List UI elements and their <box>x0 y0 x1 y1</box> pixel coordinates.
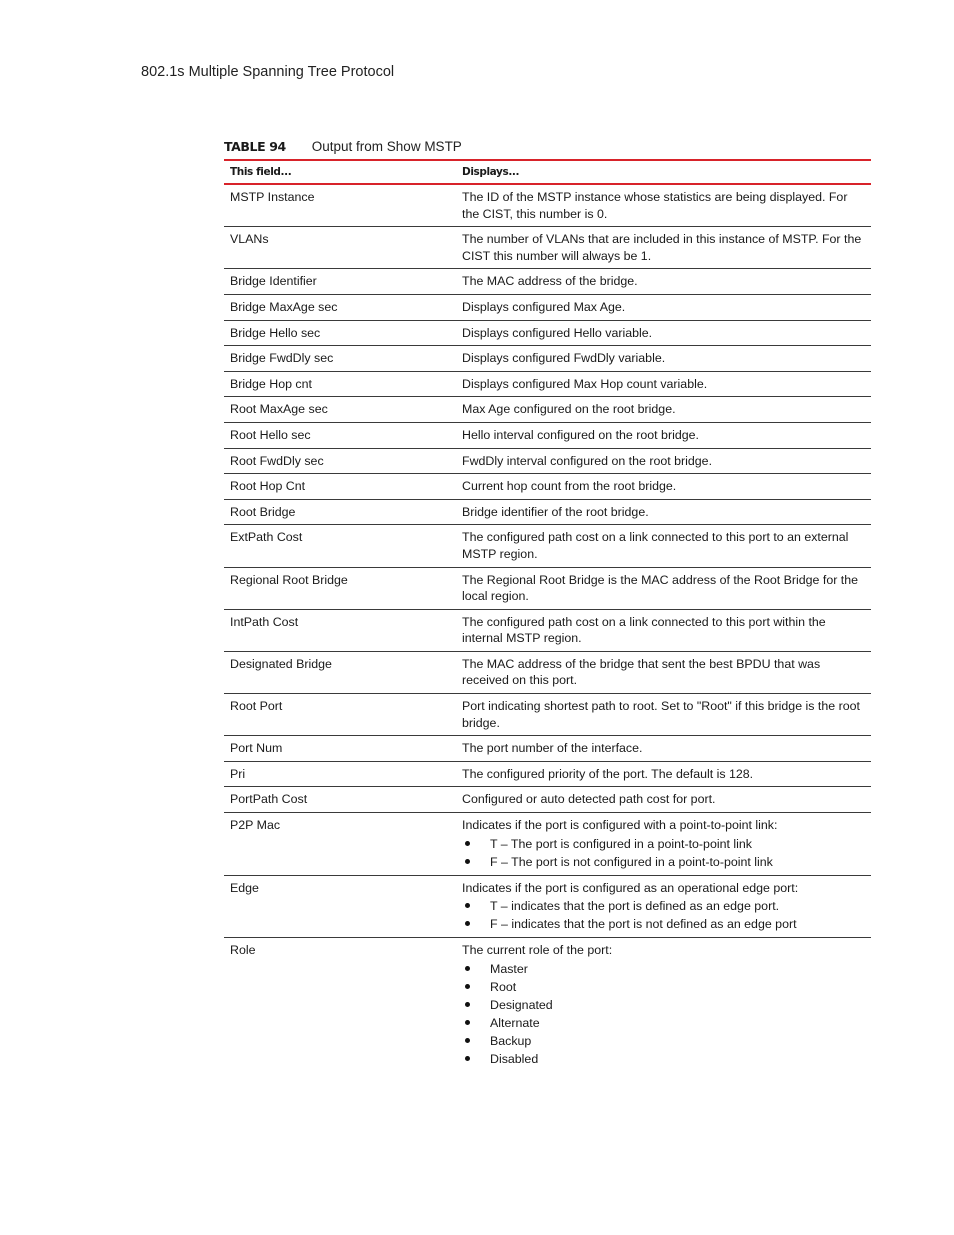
field-name-cell: Root Hop Cnt <box>230 479 306 494</box>
field-description-cell <box>456 350 871 367</box>
table-row <box>224 787 871 813</box>
table-row <box>224 938 871 1072</box>
field-description-cell <box>456 273 871 290</box>
table-row <box>224 397 871 423</box>
table-row <box>224 321 871 347</box>
field-name-cell: Pri <box>230 766 246 781</box>
description-text: FwdDly interval configured on the root bridge. <box>462 453 713 468</box>
field-name-cell: Root FwdDly sec <box>230 453 324 468</box>
field-description-cell <box>456 614 871 647</box>
description-text: Configured or auto detected path cost for port. <box>462 792 716 807</box>
bullet-list <box>462 960 865 1068</box>
description-text: The Regional Root Bridge is the MAC address of the Root Bridge for the local region. <box>462 572 859 604</box>
description-text: Displays configured FwdDly variable. <box>462 351 666 366</box>
table-caption <box>224 139 462 154</box>
field-name-cell: Designated Bridge <box>230 656 332 671</box>
bullet-text: Alternate <box>490 1015 540 1030</box>
field-name-cell: Edge <box>230 880 259 895</box>
description-text: Displays configured Max Hop count variable. <box>462 376 708 391</box>
field-description-cell <box>456 656 871 689</box>
bullet-icon <box>465 903 470 908</box>
bullet-icon <box>465 1002 470 1007</box>
description-text: Displays configured Hello variable. <box>462 325 653 340</box>
description-text: The configured priority of the port. The default is 128. <box>462 766 754 781</box>
table-row <box>224 423 871 449</box>
field-description-cell <box>456 504 871 521</box>
description-text: The MAC address of the bridge that sent the best BPDU that was received on this port. <box>462 656 821 688</box>
description-text: The number of VLANs that are included in this instance of MSTP. For the CIST this number will always be 1. <box>462 232 862 263</box>
bullet-list <box>462 835 865 871</box>
bullet-item <box>462 978 865 996</box>
description-text: Hello interval configured on the root bridge. <box>462 427 699 442</box>
field-name-cell: Root Bridge <box>230 504 296 519</box>
header-field-column: This field... <box>230 166 292 178</box>
table-row <box>224 269 871 295</box>
field-description-cell <box>456 698 871 731</box>
running-header: 802.1s Multiple Spanning Tree Protocol <box>141 64 395 80</box>
table-row <box>224 762 871 788</box>
table-row <box>224 474 871 500</box>
table-row <box>224 227 871 269</box>
bullet-text: Master <box>490 961 528 976</box>
field-description-cell <box>456 766 871 783</box>
description-text: The current role of the port: <box>462 943 613 958</box>
bullet-text: Root <box>490 979 517 994</box>
bullet-text: Disabled <box>490 1051 539 1066</box>
bullet-item <box>462 1050 865 1068</box>
description-text: Indicates if the port is configured as an operational edge port: <box>462 880 799 895</box>
bullet-list <box>462 897 865 933</box>
table-row <box>224 185 871 227</box>
field-description-cell <box>456 299 871 316</box>
bullet-icon <box>465 859 470 864</box>
field-description-cell <box>456 942 871 1068</box>
field-name-cell: Bridge FwdDly sec <box>230 351 334 366</box>
field-description-cell <box>456 427 871 444</box>
bullet-icon <box>465 1020 470 1025</box>
field-name-cell: Regional Root Bridge <box>230 572 348 587</box>
field-name-cell: P2P Mac <box>230 818 281 833</box>
table-body <box>224 185 871 1072</box>
field-description-cell <box>456 478 871 495</box>
header-displays-column: Displays... <box>462 166 520 178</box>
bullet-item <box>462 996 865 1014</box>
field-description-cell <box>456 325 871 342</box>
field-description-cell <box>456 817 871 871</box>
field-name-cell: Root Port <box>230 699 283 714</box>
field-description-cell <box>456 572 871 605</box>
table-row <box>224 610 871 652</box>
description-text: Displays configured Max Age. <box>462 299 626 314</box>
table-title: Output from Show MSTP <box>311 139 462 154</box>
field-name-cell: Root MaxAge sec <box>230 402 328 417</box>
table-row <box>224 736 871 762</box>
field-name-cell: Root Hello sec <box>230 427 311 442</box>
bullet-item <box>462 960 865 978</box>
bullet-item <box>462 835 865 853</box>
field-name-cell: Port Num <box>230 741 283 756</box>
table-label: TABLE 94 <box>224 139 286 154</box>
bullet-icon <box>465 921 470 926</box>
field-description-cell <box>456 880 871 934</box>
bullet-item <box>462 897 865 915</box>
field-description-cell <box>456 401 871 418</box>
description-text: The ID of the MSTP instance whose statistics are being displayed. For the CIST, this number is 0. <box>462 190 848 221</box>
field-description-cell <box>456 231 871 264</box>
bullet-icon <box>465 841 470 846</box>
table-row <box>224 500 871 526</box>
field-name-cell: ExtPath Cost <box>230 530 303 545</box>
table-row <box>224 694 871 736</box>
bullet-text: Backup <box>490 1033 532 1048</box>
bullet-icon <box>465 984 470 989</box>
bullet-text: F – The port is not configured in a point-to-point link <box>490 854 773 869</box>
table-row <box>224 652 871 694</box>
field-description-cell <box>456 189 871 222</box>
description-text: Bridge identifier of the root bridge. <box>462 504 649 519</box>
table-header-row <box>224 159 871 185</box>
bullet-item <box>462 853 865 871</box>
field-name-cell: Bridge Hop cnt <box>230 376 312 391</box>
mstp-output-table <box>224 159 871 1072</box>
field-name-cell: Role <box>230 943 256 958</box>
bullet-text: T – The port is configured in a point-to-point link <box>490 836 752 851</box>
field-name-cell: IntPath Cost <box>230 614 299 629</box>
table-row <box>224 525 871 567</box>
table-row <box>224 372 871 398</box>
field-description-cell <box>456 529 871 562</box>
field-description-cell <box>456 740 871 757</box>
description-text: The configured path cost on a link connected to this port to an external MSTP region. <box>462 530 849 561</box>
bullet-icon <box>465 1038 470 1043</box>
description-text: Current hop count from the root bridge. <box>462 479 677 494</box>
description-text: Max Age configured on the root bridge. <box>462 402 676 417</box>
bullet-icon <box>465 966 470 971</box>
table-row <box>224 876 871 939</box>
field-name-cell: PortPath Cost <box>230 792 308 807</box>
field-name-cell: Bridge Hello sec <box>230 325 321 340</box>
table-row <box>224 295 871 321</box>
field-description-cell <box>456 453 871 470</box>
description-text: Port indicating shortest path to root. Set to "Root" if this bridge is the root bridge. <box>462 699 860 730</box>
field-name-cell: VLANs <box>230 232 269 247</box>
description-text: Indicates if the port is configured with a point-to-point link: <box>462 818 778 833</box>
description-text: The configured path cost on a link connected to this port within the internal MSTP region. <box>462 614 826 646</box>
bullet-item <box>462 915 865 933</box>
bullet-item <box>462 1014 865 1032</box>
table-row <box>224 449 871 475</box>
field-name-cell: Bridge MaxAge sec <box>230 299 338 314</box>
bullet-text: F – indicates that the port is not defined as an edge port <box>490 917 797 932</box>
description-text: The MAC address of the bridge. <box>462 274 638 289</box>
bullet-icon <box>465 1056 470 1061</box>
field-description-cell <box>456 791 871 808</box>
bullet-text: T – indicates that the port is defined as an edge port. <box>490 899 780 914</box>
field-description-cell <box>456 376 871 393</box>
bullet-text: Designated <box>490 997 553 1012</box>
table-row <box>224 568 871 610</box>
bullet-item <box>462 1032 865 1050</box>
table-row <box>224 813 871 876</box>
field-name-cell: MSTP Instance <box>230 190 315 204</box>
field-name-cell: Bridge Identifier <box>230 274 317 289</box>
description-text: The port number of the interface. <box>462 741 643 756</box>
table-row <box>224 346 871 372</box>
